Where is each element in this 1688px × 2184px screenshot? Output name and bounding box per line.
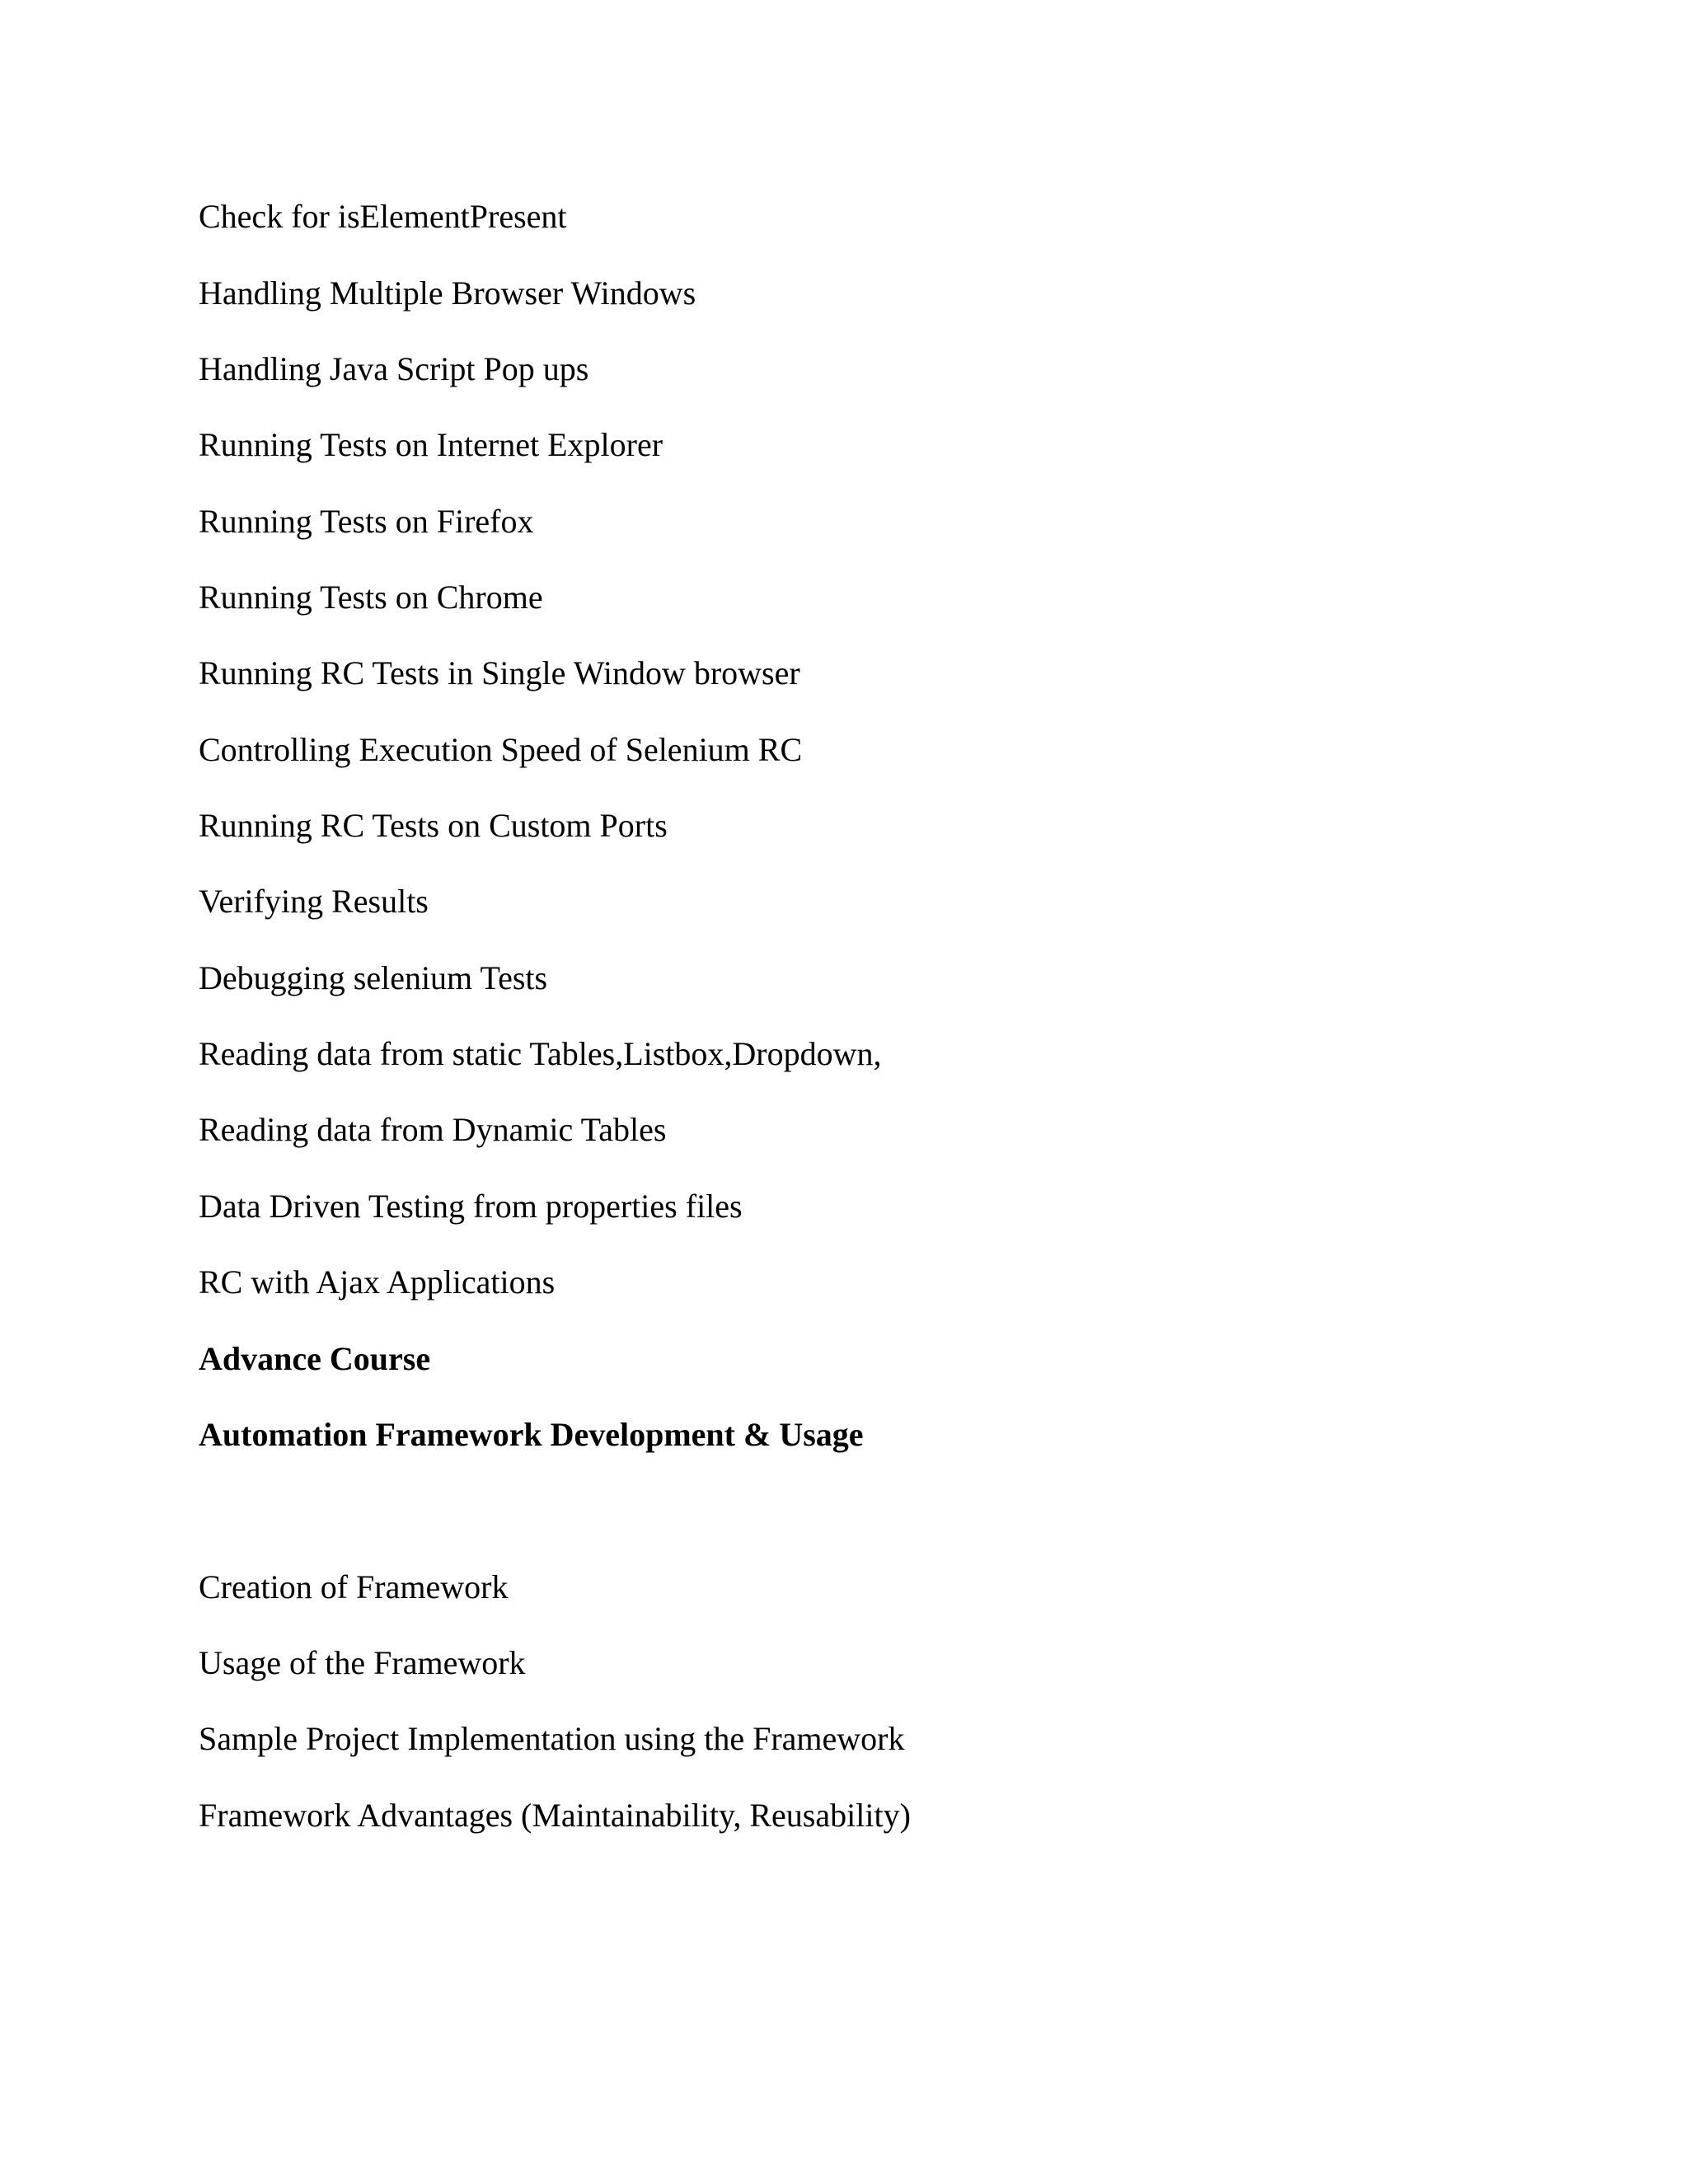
framework-list-item: Framework Advantages (Maintainability, Reusability) xyxy=(199,1797,911,1834)
list-item: Controlling Execution Speed of Selenium RC xyxy=(199,731,803,768)
framework-list-item: Creation of Framework xyxy=(199,1568,509,1605)
list-item: Running RC Tests on Custom Ports xyxy=(199,807,668,844)
list-item: Debugging selenium Tests xyxy=(199,959,548,996)
section-heading: Advance Course xyxy=(199,1340,431,1377)
section-subheading: Automation Framework Development & Usage xyxy=(199,1416,864,1453)
list-item: Running RC Tests in Single Window browser xyxy=(199,654,800,691)
list-item: Handling Java Script Pop ups xyxy=(199,350,589,387)
list-item: Check for isElementPresent xyxy=(199,198,567,235)
framework-list-item: Usage of the Framework xyxy=(199,1644,526,1681)
list-item: Data Driven Testing from properties files xyxy=(199,1188,743,1225)
list-item: RC with Ajax Applications xyxy=(199,1263,556,1301)
list-item: Running Tests on Chrome xyxy=(199,579,543,616)
list-item: Running Tests on Internet Explorer xyxy=(199,426,663,463)
framework-list-item: Sample Project Implementation using the Framework xyxy=(199,1720,905,1757)
list-item: Verifying Results xyxy=(199,883,429,920)
list-item: Running Tests on Firefox xyxy=(199,503,534,540)
list-item: Reading data from static Tables,Listbox,Dropdown, xyxy=(199,1035,882,1072)
list-item: Reading data from Dynamic Tables xyxy=(199,1111,667,1148)
list-item: Handling Multiple Browser Windows xyxy=(199,274,696,312)
